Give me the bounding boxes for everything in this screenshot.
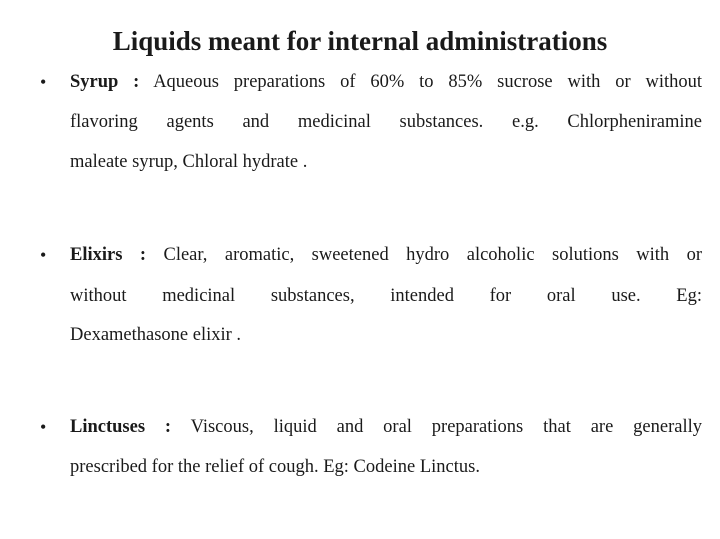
bullet-line — [70, 64, 702, 100]
bullet-line: flavoring agents and medicinal substances. e.g. Chlorpheniramine — [70, 112, 702, 132]
bullet-line: Dexamethasone elixir . — [70, 325, 242, 345]
bullet-term: Linctuses : — [70, 417, 172, 437]
slide-title: Liquids meant for internal administrations — [112, 26, 608, 56]
bullet-text: Aqueous preparations of 60% to 85% sucrose with or without — [153, 72, 702, 92]
bullet-line: without medicinal substances, intended for oral use. Eg: — [70, 286, 702, 306]
bullet-text: Clear, aromatic, sweetened hydro alcoholic solutions with or — [163, 245, 702, 265]
bullet-line: maleate syrup, Chloral hydrate . — [70, 152, 308, 172]
bullet-icon: • — [40, 245, 47, 265]
bullet-term: Elixirs : — [70, 245, 147, 265]
bullet-term: Syrup : — [70, 72, 140, 92]
bullet-line — [70, 409, 702, 445]
bullet-icon: • — [40, 72, 47, 92]
bullet-line — [70, 237, 702, 273]
bullet-text: Viscous, liquid and oral preparations that are generally — [190, 417, 702, 437]
bullet-line: prescribed for the relief of cough. Eg: Codeine Linctus. — [70, 457, 480, 477]
bullet-icon: • — [40, 417, 47, 437]
